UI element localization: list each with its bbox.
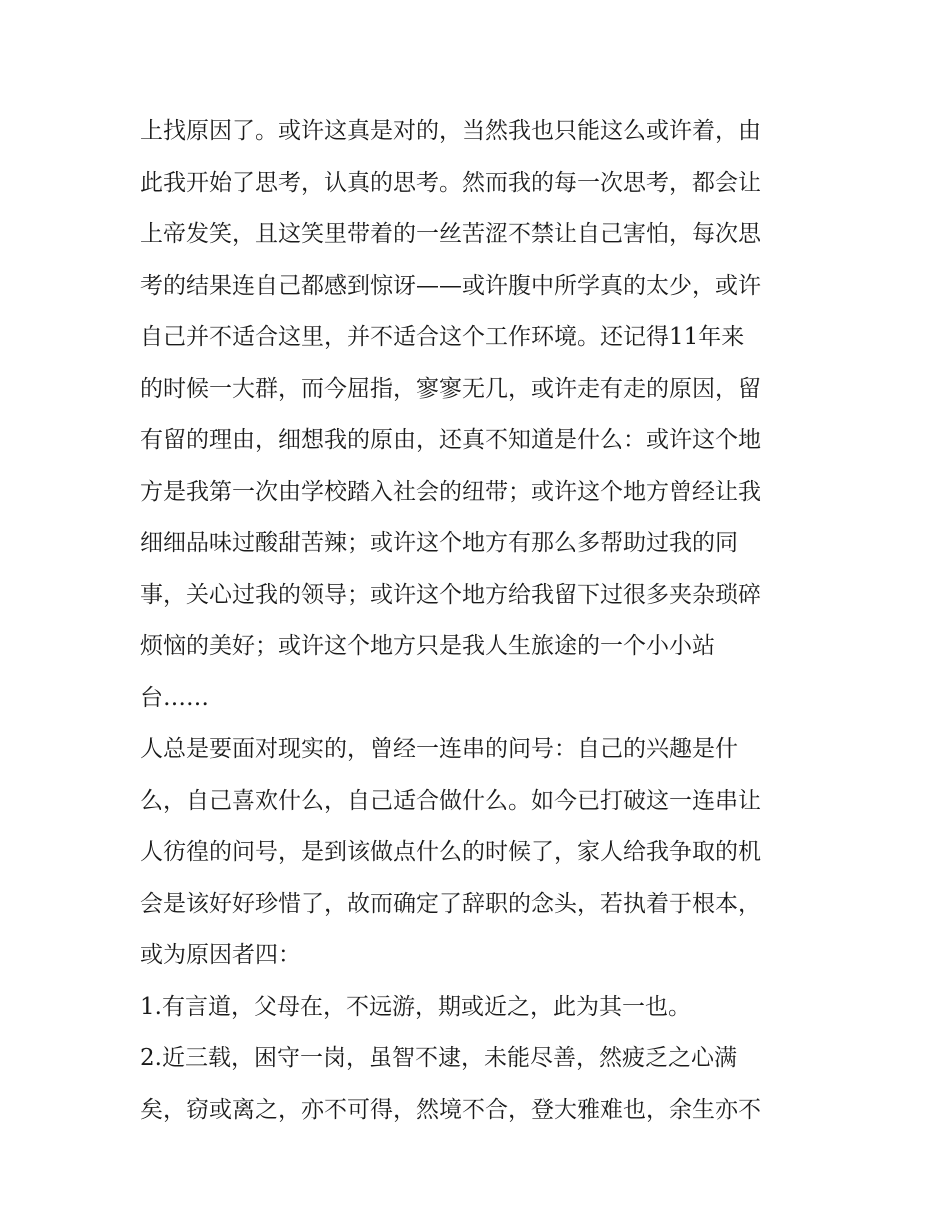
text-line: 上找原因了。或许这真是对的，当然我也只能这么或许着，由: [140, 118, 761, 144]
text-line: 人彷徨的问号，是到该做点什么的时候了，家人给我争取的机: [140, 839, 761, 865]
text-line: 2.近三载，困守一岗，虽智不逮，未能尽善，然疲乏之心满: [140, 1045, 737, 1071]
body-text: [140, 106, 820, 1136]
text-line: 的时候一大群，而今屈指，寥寥无几，或许走有走的原因，留: [140, 375, 761, 402]
text-line: 会是该好好珍惜了，故而确定了辞职的念头，若执着于根本，: [140, 890, 761, 917]
text-line: 此我开始了思考，认真的思考。然而我的每一次思考，都会让: [140, 169, 761, 196]
text-line: 事，关心过我的领导；或许这个地方给我留下过很多夹杂琐碎: [140, 581, 761, 608]
text-line: 烦恼的美好；或许这个地方只是我人生旅途的一个小小站: [140, 633, 715, 659]
text-line: 方是我第一次由学校踏入社会的纽带；或许这个地方曾经让我: [140, 478, 761, 505]
text-line: 自己并不适合这里，并不适合这个工作环境。还记得11年来: [140, 324, 745, 350]
text-line: 上帝发笑，且这笑里带着的一丝苦涩不禁让自己害怕，每次思: [140, 221, 761, 247]
text-line: 考的结果连自己都感到惊讶——或许腹中所学真的太少，或许: [140, 272, 761, 299]
text-line: 台……: [140, 684, 209, 711]
text-line: 1.有言道，父母在，不远游，期或近之，此为其一也。: [140, 993, 691, 1020]
text-line: 矣，窃或离之，亦不可得，然境不合，登大雅难也，余生亦不: [140, 1096, 761, 1123]
text-line: 么，自己喜欢什么，自己适合做什么。如今已打破这一连串让: [140, 787, 761, 814]
text-line: 或为原因者四：: [140, 942, 301, 968]
text-line: 有留的理由，细想我的原由，还真不知道是什么：或许这个地: [140, 427, 761, 453]
text-line: 细细品味过酸甜苦辣；或许这个地方有那么多帮助过我的同: [140, 530, 738, 556]
text-line: 人总是要面对现实的，曾经一连串的问号：自己的兴趣是什: [140, 736, 738, 762]
